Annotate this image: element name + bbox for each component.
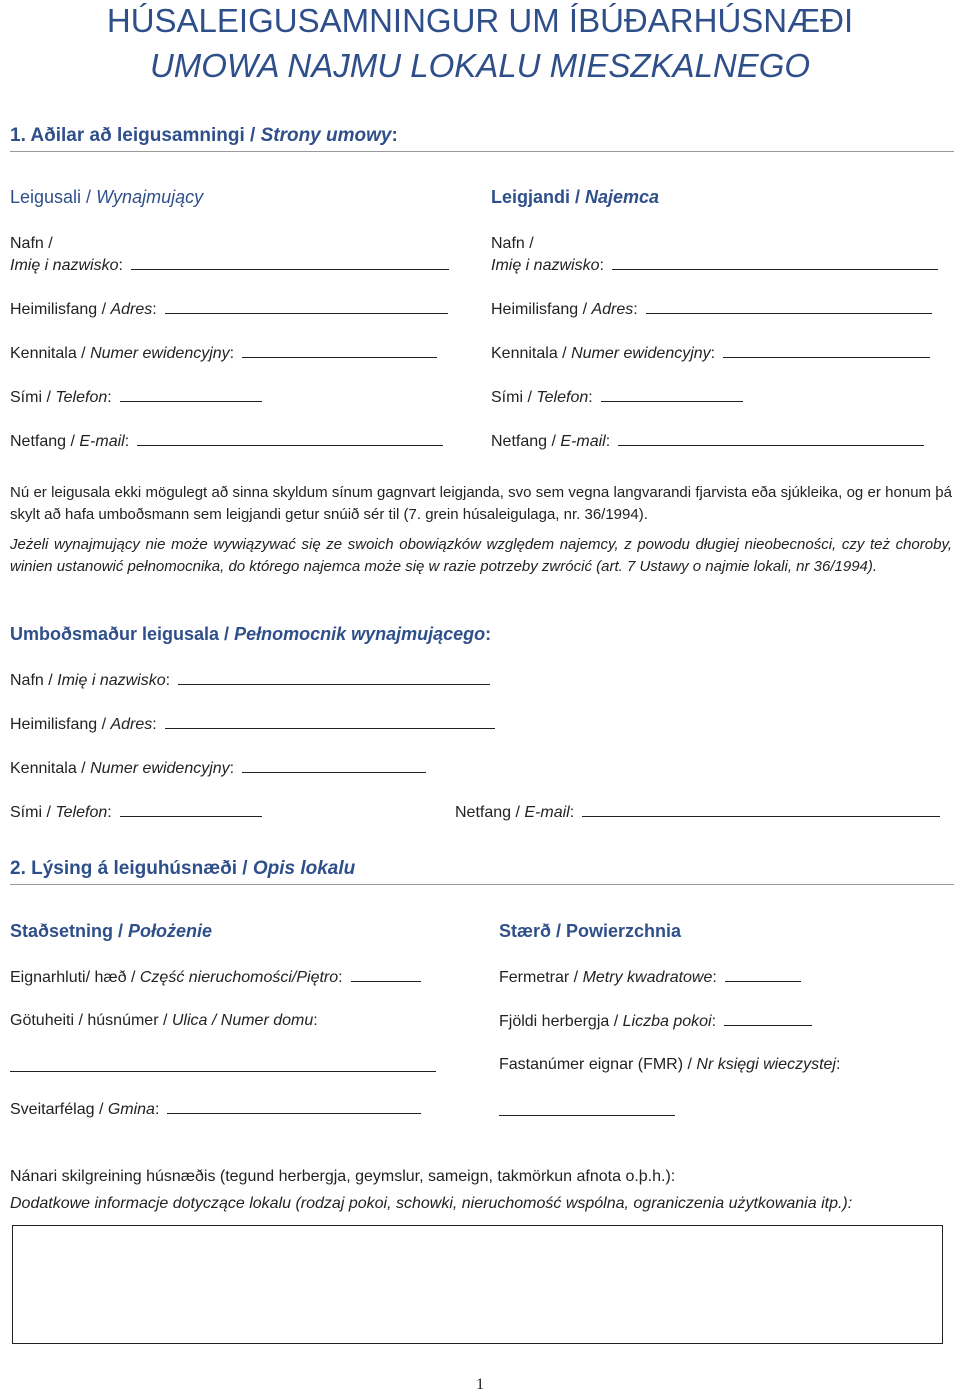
landlord-email-field: Netfang / E-mail:	[10, 431, 443, 452]
agent-address-input[interactable]	[165, 714, 495, 729]
section-2-rule	[10, 884, 954, 885]
agent-id-input[interactable]	[242, 758, 426, 773]
size-rooms-field: Fjöldi herbergja / Liczba pokoi:	[499, 1011, 812, 1032]
document-title	[0, 2, 960, 85]
section-2-heading: 2. Lýsing á leiguhúsnæði / Opis lokalu	[10, 858, 356, 879]
landlord-id-input[interactable]	[242, 343, 437, 358]
agent-name-input[interactable]	[178, 670, 490, 685]
section-1-heading: 1. Aðilar að leigusamningi / Strony umowy:	[10, 125, 398, 146]
landlord-name-field: Imię i nazwisko:	[10, 255, 449, 276]
landlord-id-field: Kennitala / Numer ewidencyjny:	[10, 343, 437, 364]
landlord-heading: Leigusali / Wynajmujący	[10, 187, 204, 207]
tenant-id-field: Kennitala / Numer ewidencyjny:	[491, 343, 930, 364]
agent-email-input[interactable]	[582, 802, 940, 817]
location-municipality-input[interactable]	[167, 1099, 421, 1114]
landlord-phone-field: Sími / Telefon:	[10, 387, 262, 408]
landlord-phone-input[interactable]	[120, 387, 262, 402]
agent-id-field: Kennitala / Numer ewidencyjny:	[10, 758, 426, 779]
landlord-name-label: Nafn /	[10, 235, 53, 252]
location-heading: Staðsetning / Położenie	[10, 921, 213, 941]
location-municipality-field: Sveitarfélag / Gmina:	[10, 1099, 421, 1120]
details-label-icelandic: Nánari skilgreining húsnæðis (tegund herbergja, geymslur, sameign, takmörkun afnota o.þ.h.):	[10, 1168, 676, 1185]
tenant-heading: Leigjandi / Najemca	[491, 187, 660, 207]
page-number: 1	[476, 1376, 484, 1393]
title-icelandic: HÚSALEIGUSAMNINGUR UM ÍBÚÐARHÚSNÆÐI	[106, 2, 854, 39]
location-street-field: Götuheiti / húsnúmer / Ulica / Numer domu:	[10, 1012, 318, 1029]
location-street-input[interactable]	[10, 1057, 436, 1072]
landlord-email-input[interactable]	[137, 431, 443, 446]
location-part-input[interactable]	[351, 967, 421, 982]
size-fmr-field: Fastanúmer eignar (FMR) / Nr księgi wieczystej:	[499, 1056, 841, 1073]
agent-name-field: Nafn / Imię i nazwisko:	[10, 670, 490, 691]
agent-heading: Umboðsmaður leigusala / Pełnomocnik wynajmującego:	[10, 624, 492, 644]
title-polish: UMOWA NAJMU LOKALU MIESZKALNEGO	[149, 47, 811, 84]
size-sqm-input[interactable]	[725, 967, 801, 982]
size-sqm-field: Fermetrar / Metry kwadratowe:	[499, 967, 801, 988]
tenant-id-input[interactable]	[723, 343, 930, 358]
tenant-name-field: Imię i nazwisko:	[491, 255, 938, 276]
landlord-address-field: Heimilisfang / Adres:	[10, 299, 448, 320]
tenant-phone-input[interactable]	[601, 387, 743, 402]
tenant-address-input[interactable]	[646, 299, 932, 314]
details-label-polish: Dodatkowe informacje dotyczące lokalu (rodzaj pokoi, schowki, nieruchomość wspólna, ograniczenia użytkowania itp.):	[10, 1195, 853, 1212]
agent-phone-input[interactable]	[120, 802, 262, 817]
tenant-name-input[interactable]	[612, 255, 938, 270]
section-1-rule	[10, 151, 954, 152]
agent-note-polish: Jeżeli wynajmujący nie może wywiązywać się ze swoich obowiązków względem najemcy, z powodu długiej nieobecności, czy też choroby, winien ustanowić pełnomocnika, do którego najemca może się w razie potrzeby zwrócić (art. 7 Ustawy o najmie lokali, nr 36/1994).	[10, 536, 952, 575]
tenant-name-label: Nafn /	[491, 235, 534, 252]
size-rooms-input[interactable]	[724, 1011, 812, 1026]
tenant-email-field: Netfang / E-mail:	[491, 431, 924, 452]
tenant-email-input[interactable]	[618, 431, 924, 446]
agent-note-icelandic: Nú er leigusala ekki mögulegt að sinna skyldum sínum gagnvart leigjanda, svo sem vegna langvarandi fjarvista eða sjúkleika, og er honum þá skylt að hafa umboðsmann sem leigjandi getur snúið sér til (7. grein húsaleigulaga, nr. 36/1994).	[10, 484, 952, 523]
size-heading: Stærð / Powierzchnia	[499, 921, 682, 941]
size-fmr-input[interactable]	[499, 1101, 675, 1116]
details-textarea[interactable]	[12, 1225, 943, 1344]
tenant-address-field: Heimilisfang / Adres:	[491, 299, 932, 320]
agent-phone-field: Sími / Telefon:	[10, 802, 262, 823]
agent-address-field: Heimilisfang / Adres:	[10, 714, 495, 735]
landlord-address-input[interactable]	[165, 299, 448, 314]
location-part-field: Eignarhluti/ hæð / Część nieruchomości/Piętro:	[10, 967, 421, 988]
landlord-name-input[interactable]	[131, 255, 449, 270]
agent-email-field: Netfang / E-mail:	[455, 802, 940, 823]
tenant-phone-field: Sími / Telefon:	[491, 387, 743, 408]
